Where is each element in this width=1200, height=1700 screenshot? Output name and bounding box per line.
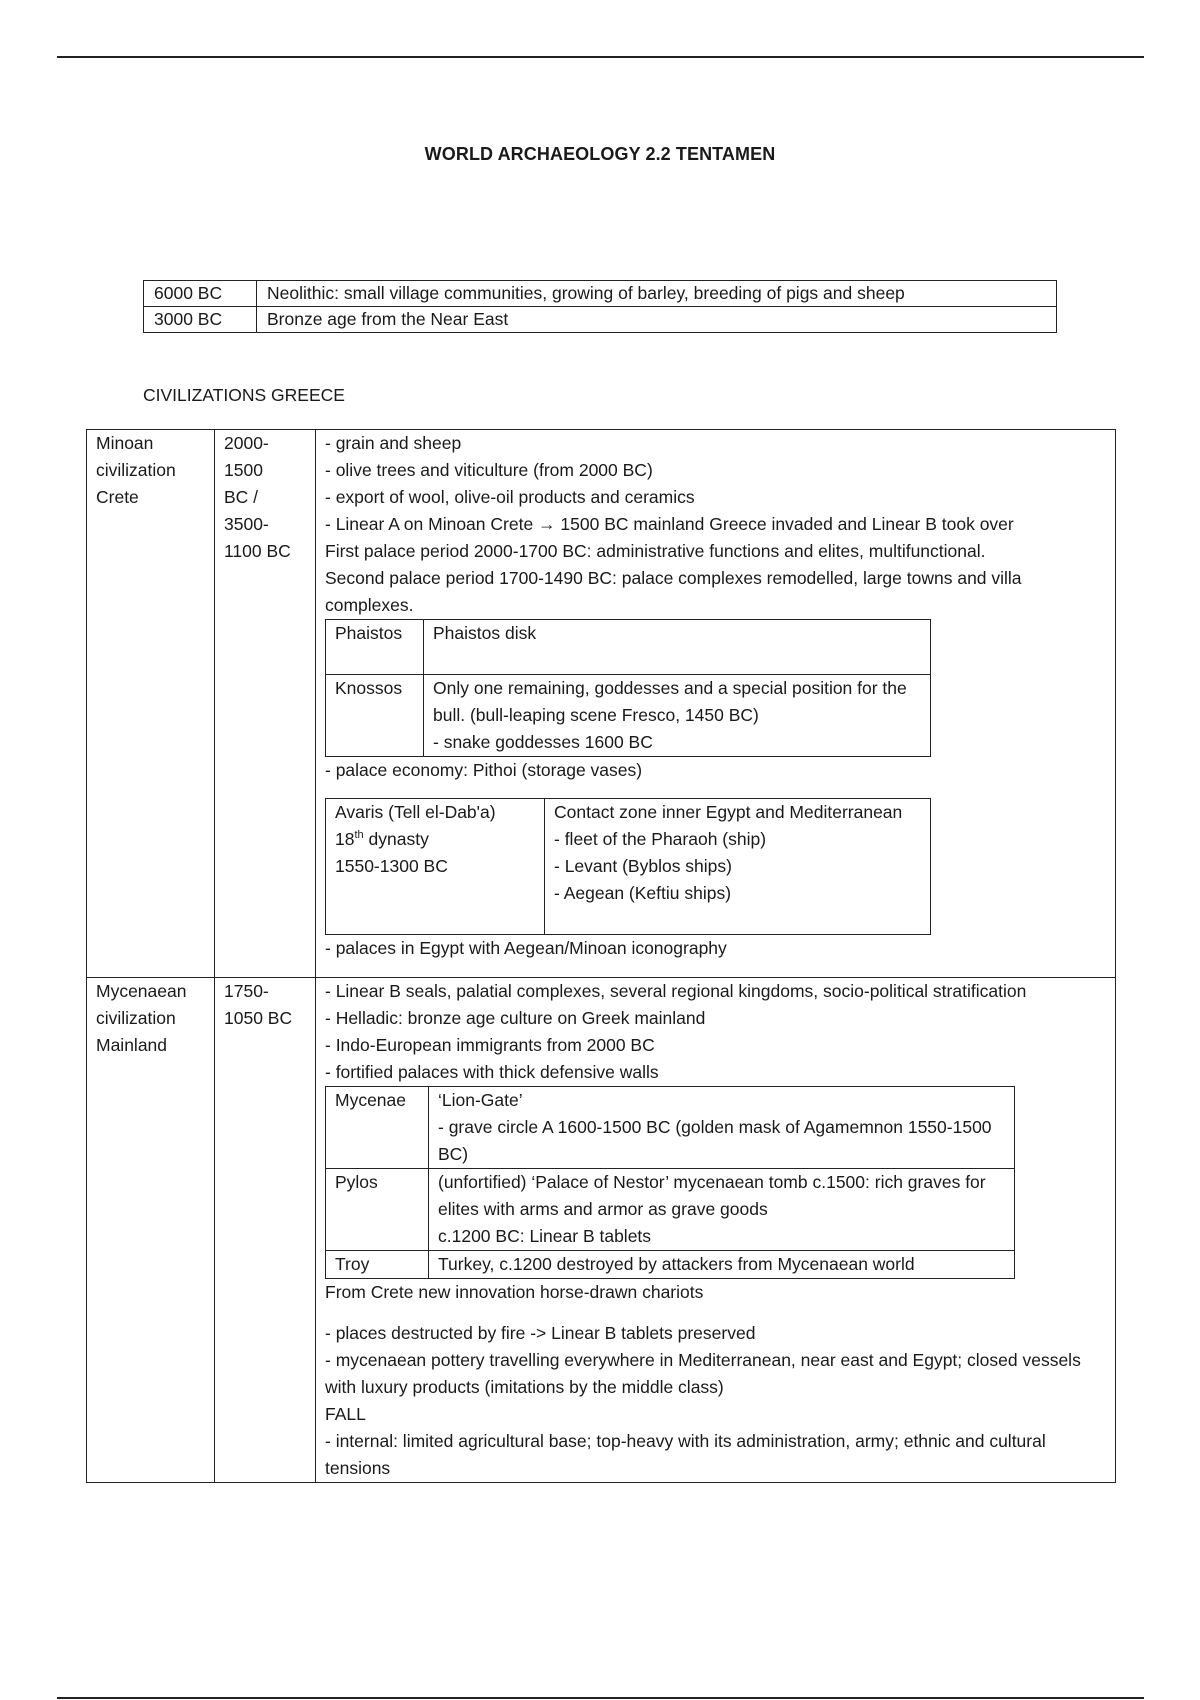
site-description	[424, 620, 931, 675]
bullet-text: - Linear B seals, palatial complexes, several regional kingdoms, socio-political stratification	[325, 981, 1027, 1001]
bullet-text: - Indo-European immigrants from 2000 BC	[325, 1035, 655, 1055]
avaris-site: Avaris (Tell el-Dab'a)	[335, 802, 496, 822]
period-text: 2000-	[224, 433, 269, 453]
palace-economy-text: - palace economy: Pithoi (storage vases)	[325, 760, 643, 780]
bullet-text: - olive trees and viticulture (from 2000 BC)	[325, 460, 653, 480]
description-cell	[316, 978, 1116, 1483]
civilization-name-cell	[87, 978, 215, 1483]
bullet-text: - export of wool, olive-oil products and ceramics	[325, 487, 695, 507]
site-text: - fleet of the Pharaoh (ship)	[554, 829, 767, 849]
closing-text: - palaces in Egypt with Aegean/Minoan iconography	[325, 938, 727, 958]
civilization-name: Mycenaean	[96, 981, 187, 1001]
closing-text: FALL	[325, 1404, 366, 1424]
spacer	[325, 1306, 1106, 1320]
site-text: Only one remaining, goddesses and a special position for the bull. (bull-leaping scene Fresco, 1450 BC)	[433, 678, 907, 725]
site-name: Knossos	[326, 675, 424, 757]
spacer	[325, 784, 1106, 798]
table-row	[87, 430, 1116, 978]
table-row	[326, 1169, 1015, 1251]
avaris-description	[545, 799, 931, 935]
after-sites-text: From Crete new innovation horse-drawn chariots	[325, 1282, 704, 1302]
document-title: WORLD ARCHAEOLOGY 2.2 TENTAMEN	[424, 144, 776, 164]
period-text: BC /	[224, 487, 259, 507]
dynasty-suffix: th	[354, 829, 364, 842]
timeline-date: 3000 BC	[144, 307, 257, 333]
site-description	[429, 1251, 1015, 1279]
site-text: c.1200 BC: Linear B tablets	[438, 1226, 652, 1246]
avaris-site-cell	[326, 799, 545, 935]
period-cell	[215, 978, 316, 1483]
civilization-name: Crete	[96, 487, 139, 507]
site-text: - Levant (Byblos ships)	[554, 856, 732, 876]
palaces-table	[325, 619, 931, 757]
bullet-text: First palace period 2000-1700 BC: administrative functions and elites, multifunctional.	[325, 541, 986, 561]
description-cell	[316, 430, 1116, 978]
timeline-text: Bronze age from the Near East	[257, 307, 1057, 333]
site-name: Mycenae	[326, 1087, 429, 1169]
site-text: - Aegean (Keftiu ships)	[554, 883, 732, 903]
site-name: Pylos	[326, 1169, 429, 1251]
avaris-dates: 1550-1300 BC	[335, 856, 448, 876]
table-row	[326, 1087, 1015, 1169]
civilization-name: Mainland	[96, 1035, 168, 1055]
civilization-name: Minoan	[96, 433, 154, 453]
site-text: Turkey, c.1200 destroyed by attackers from Mycenaean world	[438, 1254, 915, 1274]
sites-table	[325, 1086, 1015, 1279]
site-name: Troy	[326, 1251, 429, 1279]
table-row	[326, 799, 931, 935]
avaris-table	[325, 798, 931, 935]
civilization-name-cell	[87, 430, 215, 978]
section-heading: CIVILIZATIONS GREECE	[143, 385, 345, 405]
table-row	[87, 978, 1116, 1483]
civilizations-table	[86, 429, 1116, 1483]
site-description	[429, 1087, 1015, 1169]
period-text: 3500-	[224, 514, 269, 534]
site-text: (unfortified) ‘Palace of Nestor’ mycenaean tomb c.1500: rich graves for elites with arms and armor as grave goods	[438, 1172, 986, 1219]
period-text: 1750-	[224, 981, 269, 1001]
site-description	[429, 1169, 1015, 1251]
closing-text: - places destructed by fire -> Linear B tablets preserved	[325, 1323, 756, 1343]
dynasty-label: dynasty	[363, 829, 429, 849]
closing-text: - mycenaean pottery travelling everywhere in Mediterranean, near east and Egypt; closed vessels with luxury products (imitations by the middle class)	[325, 1350, 1081, 1397]
site-name: Phaistos	[326, 620, 424, 675]
dynasty-number: 18	[335, 829, 355, 849]
table-row	[144, 307, 1057, 333]
table-row	[326, 1251, 1015, 1279]
bullet-text: - Linear A on Minoan Crete → 1500 BC mainland Greece invaded and Linear B took over	[325, 514, 1014, 534]
table-row	[326, 620, 931, 675]
bullet-text: - grain and sheep	[325, 433, 462, 453]
footer-rule	[57, 1697, 1144, 1699]
bullet-text: Second palace period 1700-1490 BC: palace complexes remodelled, large towns and villa complexes.	[325, 568, 1022, 615]
avaris-dynasty	[335, 826, 535, 853]
table-row	[144, 281, 1057, 307]
table-row	[326, 675, 931, 757]
closing-text: - internal: limited agricultural base; top-heavy with its administration, army; ethnic and cultural tensions	[325, 1431, 1046, 1478]
timeline-date: 6000 BC	[144, 281, 257, 307]
civilization-name: civilization	[96, 1008, 176, 1028]
site-text: ‘Lion-Gate’	[438, 1090, 523, 1110]
timeline-text: Neolithic: small village communities, growing of barley, breeding of pigs and sheep	[257, 281, 1057, 307]
bullet-text: - Helladic: bronze age culture on Greek mainland	[325, 1008, 706, 1028]
bullet-text: - fortified palaces with thick defensive walls	[325, 1062, 659, 1082]
period-text: 1500	[224, 460, 263, 480]
site-text: Phaistos disk	[433, 623, 537, 643]
period-text: 1050 BC	[224, 1008, 293, 1028]
civilization-name: civilization	[96, 460, 176, 480]
period-text: 1100 BC	[224, 541, 291, 561]
timeline-table	[143, 280, 1057, 333]
period-cell	[215, 430, 316, 978]
site-text: - snake goddesses 1600 BC	[433, 732, 653, 752]
site-description	[424, 675, 931, 757]
site-text: - grave circle A 1600-1500 BC (golden mask of Agamemnon 1550-1500 BC)	[438, 1117, 992, 1164]
header-rule	[57, 56, 1144, 58]
site-text: Contact zone inner Egypt and Mediterranean	[554, 802, 903, 822]
